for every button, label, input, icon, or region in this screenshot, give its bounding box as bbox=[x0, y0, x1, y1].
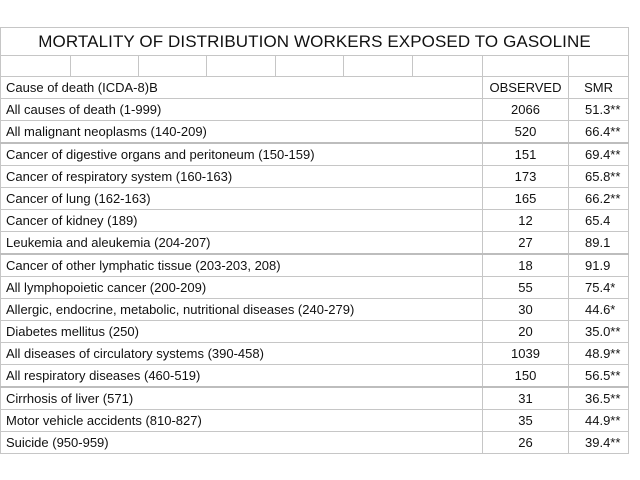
observed-cell[interactable]: 35 bbox=[483, 410, 569, 432]
blank-cell[interactable] bbox=[139, 56, 207, 77]
blank-cell[interactable] bbox=[207, 56, 276, 77]
smr-cell[interactable]: 56.5** bbox=[569, 365, 629, 388]
smr-cell[interactable]: 36.5** bbox=[569, 387, 629, 410]
table-row bbox=[1, 188, 629, 210]
blank-cell[interactable] bbox=[344, 56, 413, 77]
cause-cell[interactable]: All respiratory diseases (460-519) bbox=[1, 365, 483, 388]
smr-header[interactable]: SMR bbox=[569, 77, 629, 99]
header-row bbox=[1, 77, 629, 99]
blank-row bbox=[1, 56, 629, 77]
smr-cell[interactable]: 75.4* bbox=[569, 277, 629, 299]
cause-cell[interactable]: All malignant neoplasms (140-209) bbox=[1, 121, 483, 144]
smr-cell[interactable]: 51.3** bbox=[569, 99, 629, 121]
smr-cell[interactable]: 48.9** bbox=[569, 343, 629, 365]
smr-cell[interactable]: 65.8** bbox=[569, 166, 629, 188]
blank-cell[interactable] bbox=[1, 56, 71, 77]
smr-cell[interactable]: 89.1 bbox=[569, 232, 629, 255]
observed-cell[interactable]: 55 bbox=[483, 277, 569, 299]
table-row bbox=[1, 121, 629, 144]
observed-cell[interactable]: 18 bbox=[483, 254, 569, 277]
title-row bbox=[1, 28, 629, 56]
smr-cell[interactable]: 65.4 bbox=[569, 210, 629, 232]
smr-cell[interactable]: 44.6* bbox=[569, 299, 629, 321]
table-title: MORTALITY OF DISTRIBUTION WORKERS EXPOSED TO GASOLINE bbox=[1, 28, 629, 56]
observed-cell[interactable]: 31 bbox=[483, 387, 569, 410]
smr-cell[interactable]: 44.9** bbox=[569, 410, 629, 432]
table-row bbox=[1, 99, 629, 121]
table-row bbox=[1, 343, 629, 365]
table-row bbox=[1, 166, 629, 188]
cause-cell[interactable]: Suicide (950-959) bbox=[1, 432, 483, 454]
observed-cell[interactable]: 150 bbox=[483, 365, 569, 388]
table-row bbox=[1, 232, 629, 255]
cause-cell[interactable]: Cancer of respiratory system (160-163) bbox=[1, 166, 483, 188]
observed-cell[interactable]: 151 bbox=[483, 143, 569, 166]
smr-cell[interactable]: 91.9 bbox=[569, 254, 629, 277]
smr-cell[interactable]: 69.4** bbox=[569, 143, 629, 166]
smr-cell[interactable]: 66.2** bbox=[569, 188, 629, 210]
table-row bbox=[1, 321, 629, 343]
table-row bbox=[1, 143, 629, 166]
blank-cell[interactable] bbox=[276, 56, 344, 77]
observed-cell[interactable]: 165 bbox=[483, 188, 569, 210]
cause-cell[interactable]: All diseases of circulatory systems (390-458) bbox=[1, 343, 483, 365]
smr-cell[interactable]: 35.0** bbox=[569, 321, 629, 343]
cause-cell[interactable]: Diabetes mellitus (250) bbox=[1, 321, 483, 343]
observed-cell[interactable]: 2066 bbox=[483, 99, 569, 121]
smr-cell[interactable]: 39.4** bbox=[569, 432, 629, 454]
observed-cell[interactable]: 1039 bbox=[483, 343, 569, 365]
table-row bbox=[1, 365, 629, 388]
blank-cell[interactable] bbox=[71, 56, 139, 77]
table-row bbox=[1, 277, 629, 299]
blank-cell[interactable] bbox=[413, 56, 483, 77]
observed-cell[interactable]: 20 bbox=[483, 321, 569, 343]
observed-cell[interactable]: 12 bbox=[483, 210, 569, 232]
blank-cell[interactable] bbox=[483, 56, 569, 77]
cause-cell[interactable]: Cancer of kidney (189) bbox=[1, 210, 483, 232]
cause-cell[interactable]: Allergic, endocrine, metabolic, nutritional diseases (240-279) bbox=[1, 299, 483, 321]
cause-cell[interactable]: Cancer of digestive organs and peritoneum (150-159) bbox=[1, 143, 483, 166]
table-row bbox=[1, 210, 629, 232]
table-row bbox=[1, 432, 629, 454]
table-row bbox=[1, 410, 629, 432]
cause-cell[interactable]: Cirrhosis of liver (571) bbox=[1, 387, 483, 410]
observed-cell[interactable]: 520 bbox=[483, 121, 569, 144]
mortality-table bbox=[0, 27, 629, 454]
observed-cell[interactable]: 173 bbox=[483, 166, 569, 188]
observed-cell[interactable]: 27 bbox=[483, 232, 569, 255]
cause-cell[interactable]: Motor vehicle accidents (810-827) bbox=[1, 410, 483, 432]
cause-cell[interactable]: All lymphopoietic cancer (200-209) bbox=[1, 277, 483, 299]
cause-cell[interactable]: All causes of death (1-999) bbox=[1, 99, 483, 121]
cause-cell[interactable]: Cancer of lung (162-163) bbox=[1, 188, 483, 210]
blank-cell[interactable] bbox=[569, 56, 629, 77]
cause-header[interactable]: Cause of death (ICDA-8)B bbox=[1, 77, 483, 99]
observed-cell[interactable]: 30 bbox=[483, 299, 569, 321]
observed-cell[interactable]: 26 bbox=[483, 432, 569, 454]
table-row bbox=[1, 254, 629, 277]
table-row bbox=[1, 387, 629, 410]
observed-header[interactable]: OBSERVED bbox=[483, 77, 569, 99]
cause-cell[interactable]: Cancer of other lymphatic tissue (203-203, 208) bbox=[1, 254, 483, 277]
table-row bbox=[1, 299, 629, 321]
smr-cell[interactable]: 66.4** bbox=[569, 121, 629, 144]
cause-cell[interactable]: Leukemia and aleukemia (204-207) bbox=[1, 232, 483, 255]
